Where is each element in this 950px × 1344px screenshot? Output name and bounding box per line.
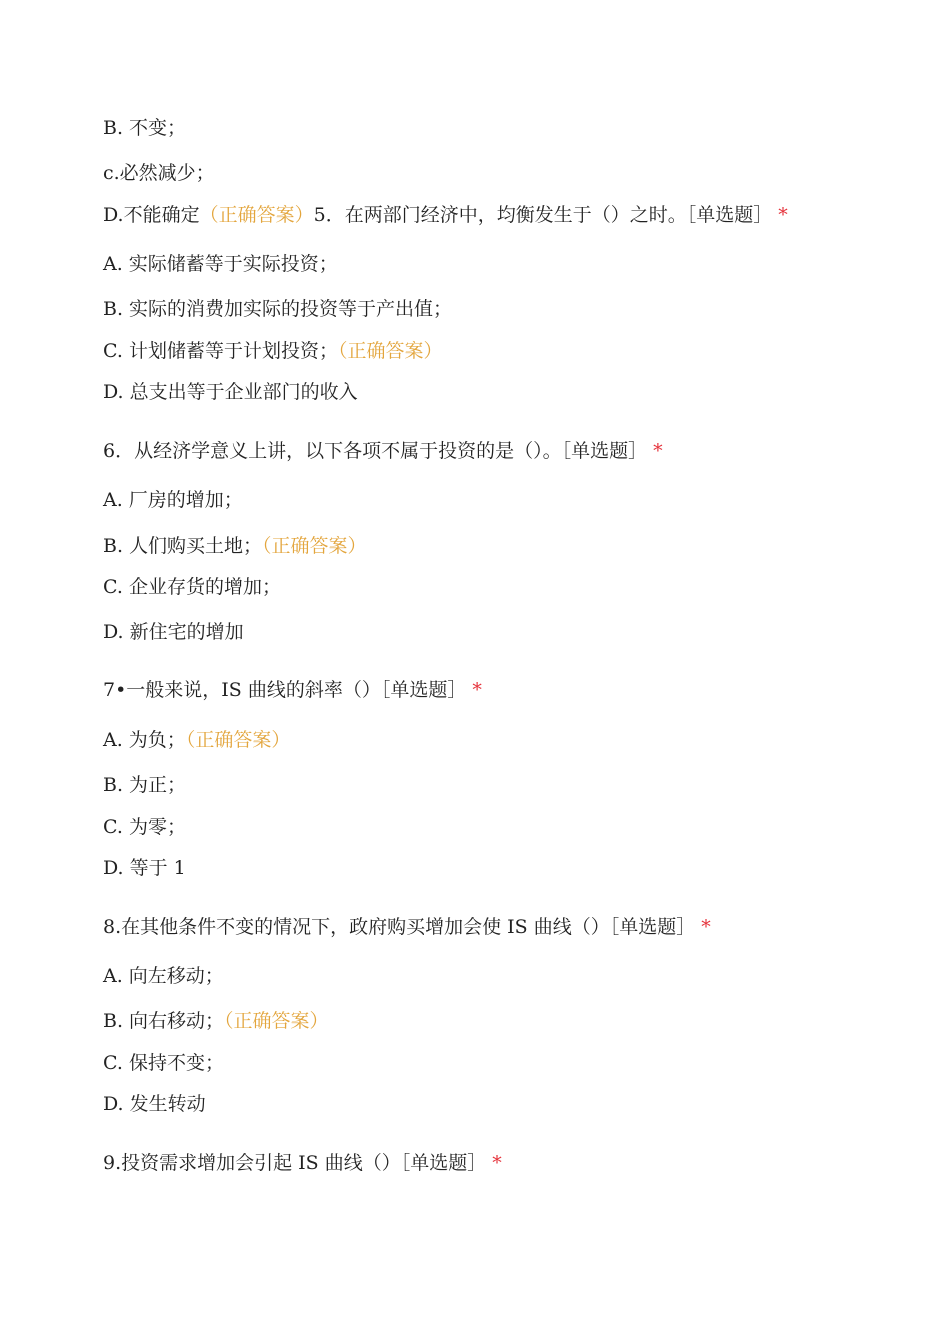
option-text: C. 计划储蓄等于计划投资； bbox=[103, 340, 338, 362]
option-line: C. 为零； bbox=[103, 816, 186, 838]
correct-answer-label: （正确答案） bbox=[262, 535, 367, 557]
question-line bbox=[103, 915, 711, 939]
option-line: D. 新住宅的增加 bbox=[103, 621, 244, 643]
option-line bbox=[103, 534, 367, 558]
option-text: D.不能确定 bbox=[103, 204, 200, 226]
required-star: * bbox=[778, 204, 788, 226]
correct-answer-label: （正确答案） bbox=[199, 204, 314, 226]
option-line: A. 向左移动； bbox=[103, 965, 224, 987]
correct-answer-label: （正确答案） bbox=[185, 729, 291, 751]
option-line: c.必然减少； bbox=[103, 162, 215, 184]
correct-answer-label: （正确答案） bbox=[337, 340, 443, 362]
question-text: 6．从经济学意义上讲，以下各项不属于投资的是（）。 bbox=[103, 440, 562, 462]
option-line: D. 等于 1 bbox=[103, 857, 186, 879]
option-line: A. 厂房的增加； bbox=[103, 489, 243, 511]
question-text: 5．在两部门经济中，均衡发生于（）之时。 bbox=[313, 204, 687, 226]
option-line: B. 为正； bbox=[103, 774, 187, 796]
question-text: 9.投资需求增加会引起 IS 曲线（） bbox=[103, 1152, 401, 1174]
option-line: B. 实际的消费加实际的投资等于产出值； bbox=[103, 298, 453, 320]
option-text: A. 为负； bbox=[103, 729, 186, 751]
option-line: D. 发生转动 bbox=[103, 1093, 206, 1115]
option-line: B. 不变； bbox=[103, 117, 187, 139]
correct-answer-label: （正确答案） bbox=[224, 1010, 329, 1032]
question-text: 7•一般来说，IS 曲线的斜率（） bbox=[103, 679, 381, 701]
required-star: * bbox=[492, 1152, 502, 1174]
option-text: B. 向右移动； bbox=[103, 1010, 225, 1032]
required-star: * bbox=[653, 440, 663, 462]
question-text: 8.在其他条件不变的情况下，政府购买增加会使 IS 曲线（） bbox=[103, 916, 610, 938]
option-line bbox=[103, 339, 442, 363]
option-line: C. 保持不变； bbox=[103, 1052, 224, 1074]
option-line: C. 企业存货的增加； bbox=[103, 576, 281, 598]
question-line bbox=[103, 678, 482, 702]
question-type: ［单选题］ bbox=[380, 679, 467, 701]
question-line bbox=[103, 439, 663, 463]
required-star: * bbox=[701, 916, 711, 938]
option-line: D. 总支出等于企业部门的收入 bbox=[103, 381, 358, 403]
option-line bbox=[103, 728, 290, 752]
option-and-question-line bbox=[103, 203, 788, 227]
option-text: B. 人们购买土地； bbox=[103, 535, 263, 557]
question-type: ［单选题］ bbox=[609, 916, 696, 938]
required-star: * bbox=[472, 679, 482, 701]
question-type: ［单选题］ bbox=[686, 204, 773, 226]
question-line bbox=[103, 1151, 502, 1175]
question-type: ［单选题］ bbox=[400, 1152, 487, 1174]
question-type: ［单选题］ bbox=[561, 440, 648, 462]
option-line bbox=[103, 1009, 329, 1033]
option-line: A. 实际储蓄等于实际投资； bbox=[103, 253, 338, 275]
